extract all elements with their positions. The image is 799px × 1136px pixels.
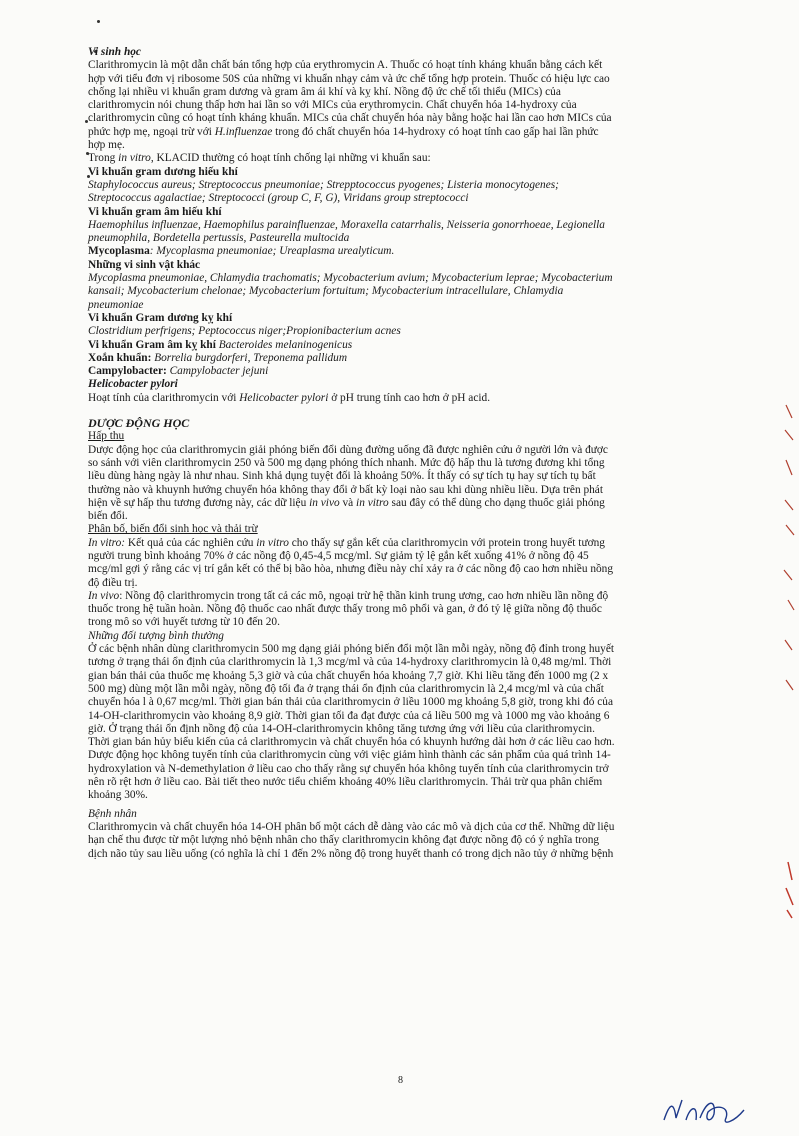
scan-speck bbox=[97, 20, 100, 23]
page-number: 8 bbox=[398, 1075, 403, 1086]
subheading-gram-positive-aerobic: Vi khuẩn gram dương hiếu khí bbox=[88, 165, 238, 178]
subheading-gram-negative-aerobic: Vi khuẩn gram âm hiếu khí bbox=[88, 205, 222, 218]
subheading-helicobacter: Helicobacter pylori bbox=[88, 378, 178, 391]
text-line: khoảng 30%. bbox=[88, 789, 148, 802]
text-line: phức hợp mẹ, ngoại trừ với H.influenzae trong đó chất chuyển hóa 14-hydroxy có hoạt tính cao gấp hai lần phức bbox=[88, 125, 599, 138]
text-line: trong mô so với huyết tương từ 10 đến 20. bbox=[88, 616, 280, 629]
species-line: pneumophila, Bordetella pertussis, Pasteurella multocida bbox=[88, 232, 350, 245]
subheading-distribution: Phân bố, biến đổi sinh học và thải trừ bbox=[88, 523, 258, 536]
text-line: Clarithromycin là một dẫn chất bán tổng hợp của erythromycin A. Thuốc có hoạt tính kháng khuẩn bằng cách kết bbox=[88, 59, 603, 72]
species-line: kansaii; Mycobacterium chelonae; Mycobacterium fortuitum; Mycobacterium intracellulare, Chlamydia bbox=[88, 285, 564, 298]
text-line: thuốc trong hệ tuần hoàn. Nồng độ thuốc cao nhất được thấy trong mô phổi và gan, ở đó tỷ lệ giữa nồng độ thuốc bbox=[88, 603, 602, 616]
text-line: liều dùng hàng ngày là như nhau. Sinh khả dụng tuyệt đối là khoảng 50%. Ít thấy có sự tích tụ hay sự tích tụ bất bbox=[88, 470, 596, 483]
subheading-other-organisms: Những vi sinh vật khác bbox=[88, 258, 201, 271]
text-line: mcg/ml gợi ý rằng các vị trí gắn kết có thể bị bão hòa, nhưng điều này chỉ xảy ra ở các nồng độ cao hơn nhiều nồng bbox=[88, 563, 614, 576]
text-line: gian bán thải của thuốc mẹ khoảng 5,3 giờ và của chất chuyển hóa khoảng 7,7 giờ. Khi liều tăng đến 1000 mg (2 x bbox=[88, 669, 609, 682]
subheading-gram-positive-anaerobic: Vi khuẩn Gram dương kỵ khí bbox=[88, 311, 233, 324]
text-line: hydroxylation và N-demethylation ở liều cao cho thấy rằng sự chuyển hóa không tuyến tính của clarithromycin trở bbox=[88, 762, 609, 775]
section-heading-pharmacokinetics: DƯỢC ĐỘNG HỌC bbox=[88, 416, 190, 431]
spirochete-line: Xoắn khuẩn: Borrelia burgdorferi, Treponema pallidum bbox=[88, 351, 348, 364]
text-line: hạn chế thu được từ một lượng nhỏ bệnh nhân cho thấy clarithromycin không đạt được nồng độ có ý nghĩa trong bbox=[88, 834, 600, 847]
document-page bbox=[88, 46, 714, 861]
text-line: Dược động học không tuyến tính của clarithromycin cùng với việc giảm hình thành các sản phẩm của quá trình 14- bbox=[88, 749, 611, 762]
text-line: Clarithromycin và chất chuyển hóa 14-OH phân bố một cách dễ dàng vào các mô và dịch của cơ thể. Những dữ liệu bbox=[88, 820, 615, 833]
section-heading-microbiology: Vi sinh học bbox=[88, 46, 141, 58]
text-line: In vitro: Kết quả của các nghiên cứu in vitro cho thấy sự gắn kết của clarithromycin với protein trong huyết tương bbox=[88, 536, 605, 549]
text-line: Ở các bệnh nhân dùng clarithromycin 500 mg dạng giải phóng biến đổi một lần mỗi ngày, nồng độ đỉnh trong huyết bbox=[88, 643, 615, 656]
text-line: clarithromycin nói chung thấp hơn hai lần so với MICs của erythromycin. Chất chuyển hóa 14-hydroxy của bbox=[88, 99, 577, 112]
text-line: 14-OH-clarithromycin vào khoảng 8,9 giờ. Thời gian tối đa đạt được của cả liều 500 mg và 1000 mg vào khoảng 6 bbox=[88, 709, 610, 722]
species-line: Staphylococcus aureus; Streptococcus pneumoniae; Strepptococcus pyogenes; Listeria monocytogenes; bbox=[88, 178, 559, 191]
text-line: Dược động học của clarithromycin giải phóng biến đổi dùng đường uống đã được nghiên cứu ở người lớn và được bbox=[88, 443, 608, 456]
text-line: nên rõ rệt hơn ở liều cao. Bài tiết theo nước tiểu chiếm khoảng 40% liều clarithromycin. Thải trừ qua phân chiếm bbox=[88, 776, 603, 789]
text-line: dịch não tủy sau liều uống (có nghĩa là chỉ 1 đến 2% nồng độ trong huyết thanh có trong dịch não tủy ở những bệnh bbox=[88, 847, 614, 860]
text-line: hợp mẹ. bbox=[88, 139, 125, 152]
text-line: giờ. Ở trạng thái ổn định nồng độ của 14-OH-clarithromycin không tăng tương ứng với liều của clarithromycin. bbox=[88, 722, 595, 735]
species-line: Mycoplasma pneumoniae, Chlamydia trachomatis; Mycobacterium avium; Mycobacterium leprae; Mycobacterium bbox=[88, 272, 613, 285]
text-line: clarithromycin cũng có hoạt tính kháng khuẩn. MICs của chất chuyển hóa này bằng hoặc hai lần cao hơn MICs của bbox=[88, 112, 612, 125]
margin-red-mark bbox=[778, 860, 798, 920]
text-line: người trung bình khoảng 70% ở các nồng độ 0,45-4,5 mcg/ml. Sự giảm tỷ lệ gắn kết xuống 41% ở nồng độ 45 bbox=[88, 549, 589, 562]
species-line: Clostridium perfrigens; Peptococcus niger;Propionibacterium acnes bbox=[88, 325, 401, 338]
campylobacter-line: Campylobacter: Campylobacter jejuni bbox=[88, 365, 269, 378]
subheading-patients: Bệnh nhân bbox=[88, 807, 137, 820]
text-line: hiện về sự hấp thu tương đương này, các dữ liệu in vivo và in vitro sau đây có thể dùng cho dạng thuốc giải phóng bbox=[88, 496, 605, 509]
text-line: chống lại nhiều vi khuẩn gram dương và gram âm ái khí và kỵ khí. Nồng độ ức chế tối thiểu (MICs) của bbox=[88, 85, 561, 98]
mycoplasma-line: Mycoplasma: Mycoplasma pneumoniae; Ureaplasma urealyticum. bbox=[88, 245, 395, 258]
species-line: Streptococcus agalactiae; Streptococci (group C, F, G), Viridans group streptococci bbox=[88, 192, 469, 205]
handwritten-initials bbox=[660, 1092, 750, 1130]
text-line: biến đổi. bbox=[88, 510, 128, 523]
text-line: Trong in vitro, KLACID thường có hoạt tính chống lại những vi khuẩn sau: bbox=[88, 152, 431, 165]
text-line: hợp với tiểu đơn vị ribosome 50S của những vi khuẩn nhạy cảm và ức chế tổng hợp protein. Thuốc có hiệu lực cao bbox=[88, 72, 610, 85]
subheading-absorption: Hấp thu bbox=[88, 430, 125, 443]
text-line: Thời gian bán hủy biểu kiến của cả clarithromycin và chất chuyển hóa có khuynh hướng dài hơn ở các liều cao hơn. bbox=[88, 736, 615, 749]
margin-stamp-mark bbox=[780, 400, 798, 740]
text-line: độ điều trị. bbox=[88, 576, 138, 589]
text-line: Hoạt tính của clarithromycin với Helicobacter pylori ở pH trung tính cao hơn ở pH acid. bbox=[88, 391, 491, 404]
text-line: tương ở trạng thái ổn định của clarithromycin là 1,3 mcg/ml và của 14-hydroxy clarithromycin là 0,48 mg/ml. Thời bbox=[88, 656, 612, 669]
species-line: pneumoniae bbox=[88, 298, 144, 311]
text-line: In vivo: Nồng độ clarithromycin trong tất cả các mô, ngoại trừ hệ thần kinh trung ương, cao hơn nhiều lần nồng độ bbox=[88, 589, 609, 602]
subheading-normal-subjects: Những đối tượng bình thường bbox=[88, 629, 224, 642]
text-line: 500 mg) dùng một lần mỗi ngày, nồng độ tối đa ở trạng thái ổn định của clarithromycin là 2,4 mcg/ml và của chất bbox=[88, 682, 604, 695]
gram-negative-anaerobic-line: Vi khuẩn Gram âm kỵ khí Bacteroides melaninogenicus bbox=[88, 338, 353, 351]
text-line: thường nào và khuynh hướng chuyển hóa không thay đổi ở bất kỳ loại nào sau khi dùng nhiều liều. Dựa trên phát bbox=[88, 483, 603, 496]
species-line: Haemophilus influenzae, Haemophilus parainfluenzae, Moraxella catarrhalis, Neisseria gonorrhoeae, Legionella bbox=[88, 218, 605, 231]
text-line: so sánh với viên clarithromycin 250 và 500 mg dạng phóng thích nhanh. Mức độ hấp thu là tương đương khi tổng bbox=[88, 456, 605, 469]
text-line: chuyển hóa l à 0,67 mcg/ml. Thời gian bán thải của clarithromycin ở liều 1000 mg khoảng 5,8 giờ, trong khi đó của bbox=[88, 696, 613, 709]
